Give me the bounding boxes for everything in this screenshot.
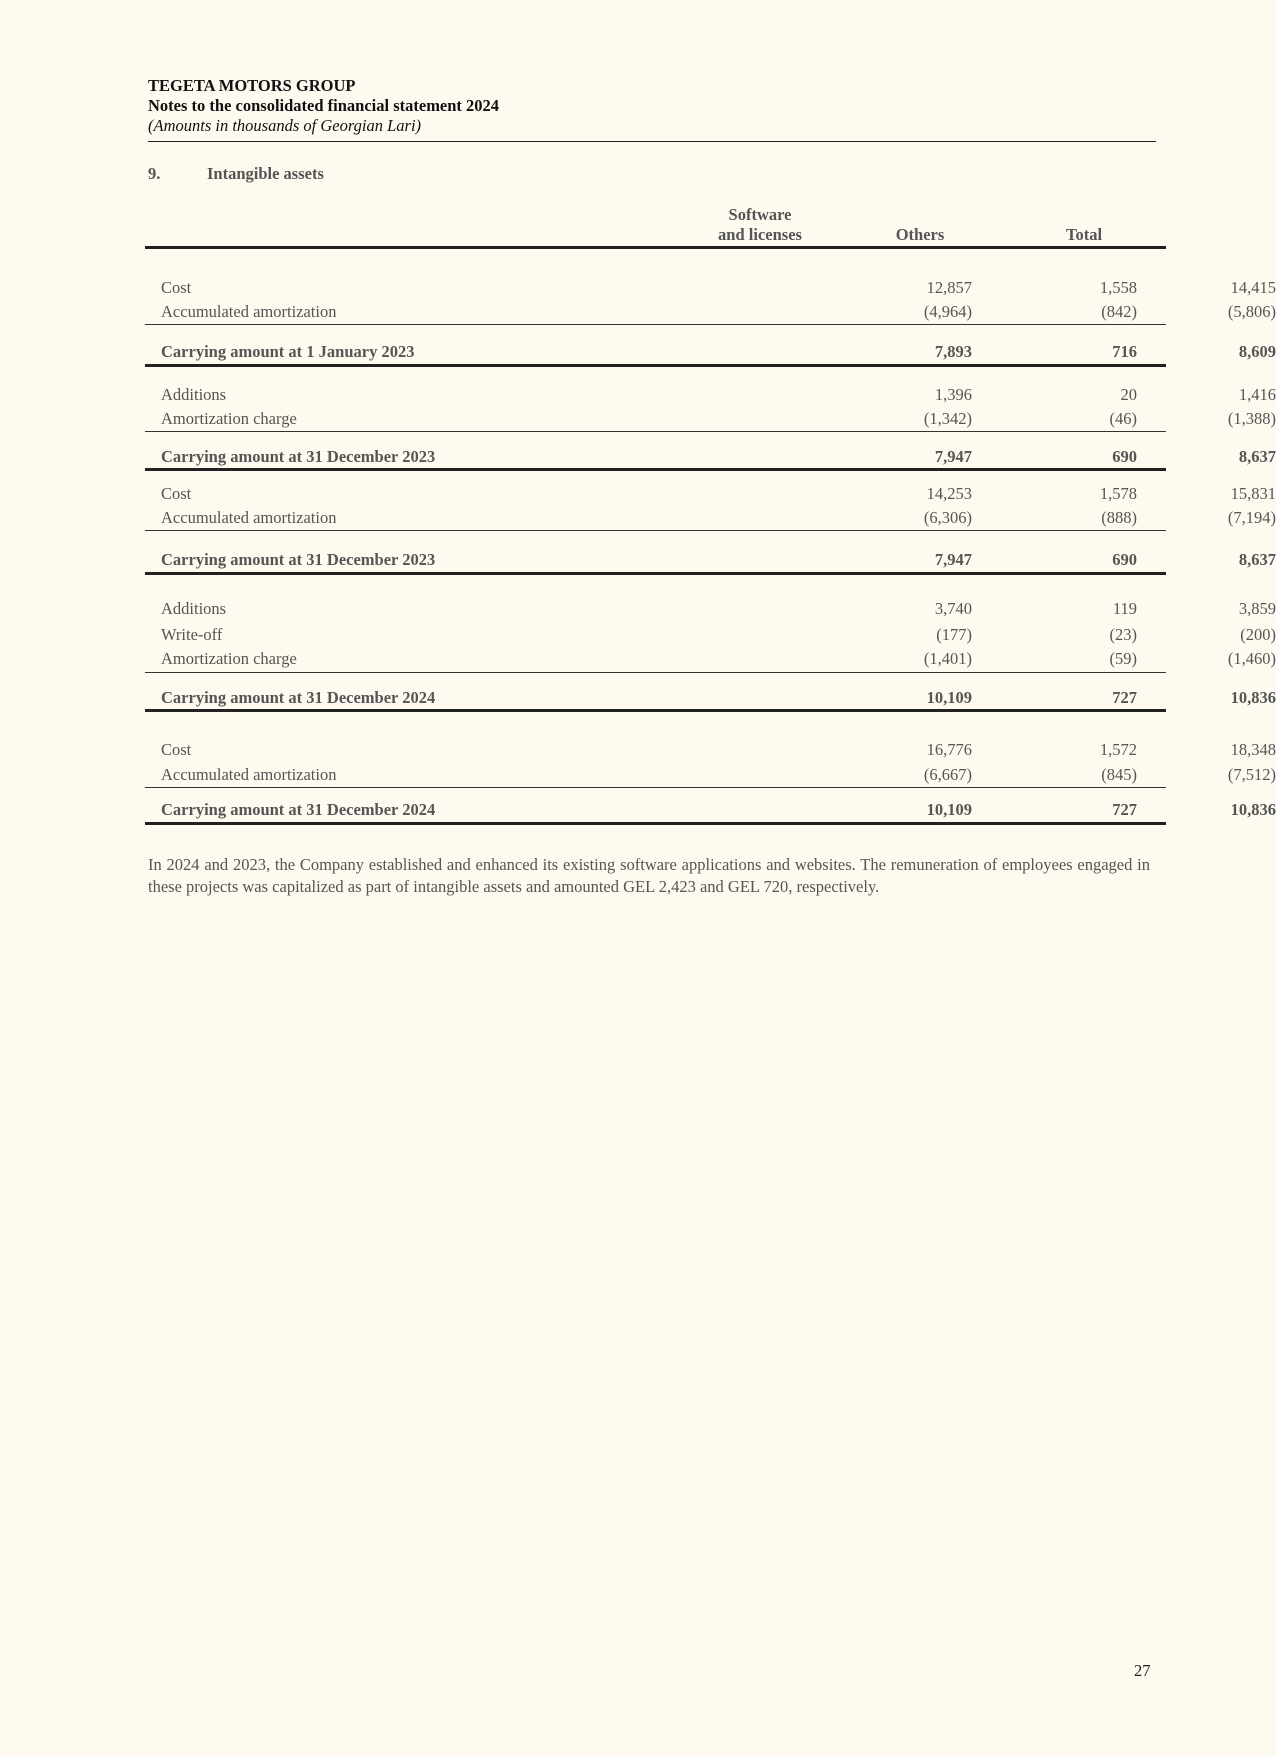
cell-total: (7,194) <box>1227 508 1276 527</box>
cell-software: 1,396 <box>934 385 972 404</box>
column-header-others: Others <box>895 225 945 244</box>
cell-software: 7,947 <box>934 550 972 569</box>
row-label: Write-off <box>161 625 223 644</box>
section-heading <box>148 164 324 184</box>
cell-software: 3,740 <box>934 599 972 618</box>
subtotal-rule <box>145 431 1166 432</box>
row-label: Cost <box>161 740 192 759</box>
total-rule <box>145 572 1166 575</box>
total-rule <box>145 822 1166 825</box>
total-rule <box>145 468 1166 471</box>
cell-software: 7,893 <box>934 342 972 361</box>
table-row <box>145 408 1276 430</box>
document-subtitle: Notes to the consolidated financial statement 2024 <box>148 96 500 115</box>
column-header-total: Total <box>1065 225 1103 244</box>
cell-software: (1,342) <box>923 409 972 428</box>
table-row-total <box>145 799 1276 821</box>
row-label: Carrying amount at 1 January 2023 <box>161 342 415 361</box>
cell-others: 716 <box>1112 342 1137 361</box>
cell-software: 10,109 <box>926 688 972 707</box>
cell-others: 1,558 <box>1099 278 1137 297</box>
cell-software: 7,947 <box>934 447 972 466</box>
table-row-total <box>145 687 1276 709</box>
cell-others: (46) <box>1109 409 1137 428</box>
table-row-total <box>145 341 1276 363</box>
table-row <box>145 277 1276 299</box>
total-rule <box>145 364 1166 367</box>
subtotal-rule <box>145 530 1166 531</box>
cell-total: 15,831 <box>1230 484 1276 503</box>
cell-total: 1,416 <box>1238 385 1276 404</box>
cell-software: (6,306) <box>923 508 972 527</box>
row-label: Accumulated amortization <box>161 508 337 527</box>
cell-software: (4,964) <box>923 302 972 321</box>
row-label: Accumulated amortization <box>161 302 337 321</box>
cell-total: 10,836 <box>1230 800 1276 819</box>
cell-total: (200) <box>1240 625 1276 644</box>
table-row-total <box>145 549 1276 571</box>
table-row <box>145 739 1276 761</box>
cell-total: 8,609 <box>1238 342 1276 361</box>
row-label: Amortization charge <box>161 409 297 428</box>
cell-others: (845) <box>1101 765 1137 784</box>
row-label: Carrying amount at 31 December 2024 <box>161 800 436 819</box>
cell-software: 12,857 <box>926 278 972 297</box>
subtotal-rule <box>145 672 1166 673</box>
cell-others: 690 <box>1112 447 1137 466</box>
cell-total: 3,859 <box>1238 599 1276 618</box>
cell-others: 1,578 <box>1099 484 1137 503</box>
cell-software: 16,776 <box>926 740 972 759</box>
cell-others: 20 <box>1120 385 1137 404</box>
cell-others: 1,572 <box>1099 740 1137 759</box>
cell-software: 14,253 <box>926 484 972 503</box>
explanatory-note: In 2024 and 2023, the Company established and enhanced its existing software applications and websites. The remuneration of employees engaged in these projects was capitalized as part of intangible assets and amounted GEL 2,423 and GEL 720, respectively. <box>148 855 1150 896</box>
cell-software: (177) <box>936 625 972 644</box>
row-label: Carrying amount at 31 December 2023 <box>161 550 436 569</box>
cell-total: 8,637 <box>1238 550 1276 569</box>
section-title: Intangible assets <box>207 164 324 183</box>
cell-software: (6,667) <box>923 765 972 784</box>
total-rule <box>145 709 1166 712</box>
row-label: Carrying amount at 31 December 2023 <box>161 447 436 466</box>
table-row <box>145 483 1276 505</box>
table-row <box>145 301 1276 323</box>
table-row <box>145 507 1276 529</box>
cell-others: (842) <box>1101 302 1137 321</box>
row-label: Cost <box>161 278 192 297</box>
cell-total: (7,512) <box>1227 765 1276 784</box>
cell-total: 8,637 <box>1238 447 1276 466</box>
cell-others: 727 <box>1112 688 1137 707</box>
cell-others: (59) <box>1109 649 1137 668</box>
cell-total: 18,348 <box>1230 740 1276 759</box>
cell-total: 10,836 <box>1230 688 1276 707</box>
table-header-rule <box>145 246 1166 249</box>
table-row <box>145 384 1276 406</box>
subtotal-rule <box>145 324 1166 325</box>
cell-others: (23) <box>1109 625 1137 644</box>
company-name: TEGETA MOTORS GROUP <box>148 76 356 95</box>
section-number: 9. <box>148 164 161 183</box>
cell-software: 10,109 <box>926 800 972 819</box>
table-row <box>145 764 1276 786</box>
page-number: 27 <box>1134 1661 1151 1680</box>
table-row <box>145 624 1276 646</box>
header-divider <box>148 141 1156 142</box>
amounts-note: (Amounts in thousands of Georgian Lari) <box>148 116 422 135</box>
document-header <box>148 76 1156 136</box>
cell-others: 727 <box>1112 800 1137 819</box>
cell-others: (888) <box>1101 508 1137 527</box>
cell-total: (1,388) <box>1227 409 1276 428</box>
row-label: Accumulated amortization <box>161 765 337 784</box>
row-label: Additions <box>161 385 227 404</box>
table-row <box>145 648 1276 670</box>
cell-total: 14,415 <box>1230 278 1276 297</box>
row-label: Additions <box>161 599 227 618</box>
table-row <box>145 598 1276 620</box>
cell-software: (1,401) <box>923 649 972 668</box>
row-label: Carrying amount at 31 December 2024 <box>161 688 436 707</box>
cell-total: (1,460) <box>1227 649 1276 668</box>
column-header-software-line2: and licenses <box>718 225 802 244</box>
cell-others: 690 <box>1112 550 1137 569</box>
subtotal-rule <box>145 787 1166 788</box>
column-header-software-line1: Software <box>728 205 792 224</box>
column-header-software <box>700 205 820 245</box>
table-row-total <box>145 446 1276 468</box>
row-label: Amortization charge <box>161 649 297 668</box>
cell-others: 119 <box>1112 599 1137 618</box>
row-label: Cost <box>161 484 192 503</box>
cell-total: (5,806) <box>1227 302 1276 321</box>
